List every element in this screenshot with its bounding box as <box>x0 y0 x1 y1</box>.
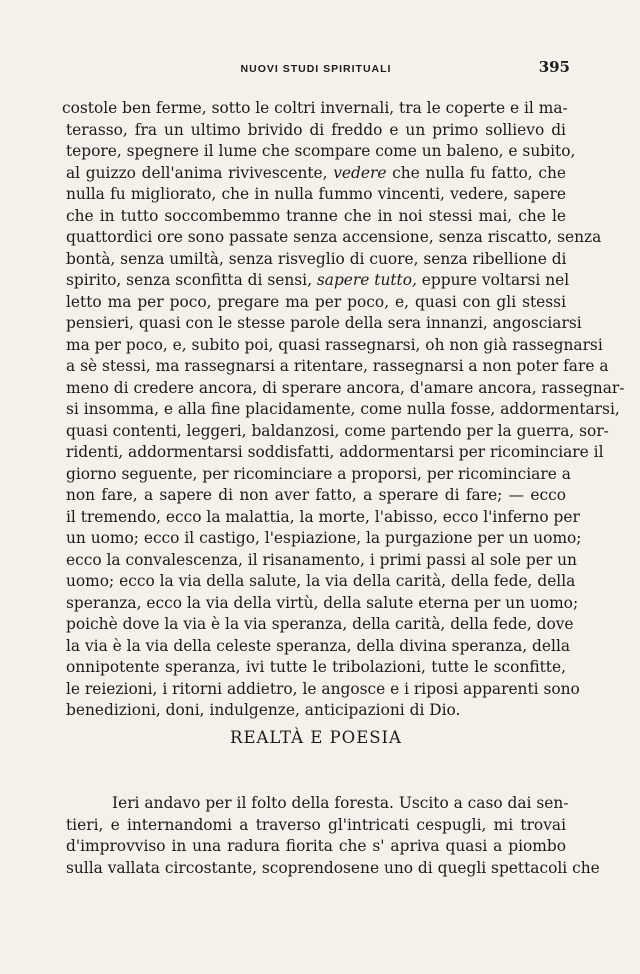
text-line: bontà, senza umiltà, senza risveglio di cuore, senza ribellione di <box>66 249 567 268</box>
text-line: giorno seguente, per ricominciare a proporsi, per ricominciare a <box>66 464 571 483</box>
text-line: che in tutto soccombemmo tranne che in noi stessi mai, che le <box>66 206 566 225</box>
text-line: speranza, ecco la via della virtù, della salute eterna per un uomo; <box>66 593 579 612</box>
text-line: nulla fu migliorato, che in nulla fummo vincenti, vedere, sapere <box>66 185 566 203</box>
running-head <box>66 58 570 82</box>
text-line: quattordici ore sono passate senza accensione, senza riscatto, senza <box>66 228 602 246</box>
text-line: onnipotente speranza, ivi tutte le tribolazioni, tutte le sconfitte, <box>66 658 566 676</box>
text-line: quasi contenti, leggeri, baldanzosi, come partendo per la guerra, sor- <box>66 421 609 440</box>
text-line: benedizioni, doni, indulgenze, anticipazioni di Dio. <box>66 701 461 719</box>
text-line: tieri, e internandomi a traverso gl'intricati cespugli, mi trovai <box>66 815 566 834</box>
italic-phrase: sapere tutto, <box>316 271 417 289</box>
text-line: il tremendo, ecco la malattia, la morte, l'abisso, ecco l'inferno per <box>66 507 580 526</box>
text-line: costole ben ferme, sotto le coltri invernali, tra le coperte e il ma- <box>62 99 568 117</box>
text-line: non fare, a sapere di non aver fatto, a sperare di fare; — ecco <box>66 486 566 504</box>
text-line: al guizzo dell'anima rivivescente, vedere che nulla fu fatto, che <box>66 163 566 182</box>
text-line: uomo; ecco la via della salute, la via della carità, della fede, della <box>66 572 576 590</box>
text-line: pensieri, quasi con le stesse parole della sera innanzi, angosciarsi <box>66 314 582 332</box>
text-line: a sè stessi, ma rassegnarsi a ritentare, rassegnarsi a non poter fare a <box>66 357 609 375</box>
italic-phrase: vedere <box>333 163 387 182</box>
running-title: NUOVI STUDI SPIRITUALI <box>240 63 392 75</box>
text-line: poichè dove la via è la via speranza, della carità, della fede, dove <box>66 615 574 633</box>
text-line: le reiezioni, i ritorni addietro, le angosce e i riposi apparenti sono <box>66 679 580 698</box>
text-line: spirito, senza sconfitta di sensi, sapere tutto, eppure voltarsi nel <box>66 271 570 289</box>
paragraph-continued <box>62 98 625 722</box>
text-line: tepore, spegnere il lume che scompare come un baleno, e subito, <box>66 142 576 160</box>
paragraph-realta-e-poesia <box>66 793 600 879</box>
text-line: meno di credere ancora, di sperare ancora, d'amare ancora, rassegnar- <box>66 378 625 397</box>
text-line: ridenti, addormentarsi soddisfatti, addormentarsi per ricominciare il <box>66 443 604 461</box>
text-line: ma per poco, e, subito poi, quasi rassegnarsi, oh non già rassegnarsi <box>66 335 603 354</box>
page-number: 395 <box>538 58 570 76</box>
text-line: ecco la convalescenza, il risanamento, i primi passi al sole per un <box>66 550 577 569</box>
text-line: sulla vallata circostante, scoprendosene uno di quegli spettacoli che <box>66 858 600 877</box>
text-line: la via è la via della celeste speranza, della divina speranza, della <box>66 636 571 655</box>
text-line: un uomo; ecco il castigo, l'espiazione, la purgazione per un uomo; <box>66 529 582 547</box>
text-line: terasso, fra un ultimo brivido di freddo e un primo sollievo di <box>66 120 566 139</box>
section-title: REALTÀ E POESIA <box>230 728 402 747</box>
text-line: Ieri andavo per il folto della foresta. Uscito a caso dai sen- <box>112 794 569 812</box>
text-line: letto ma per poco, pregare ma per poco, e, quasi con gli stessi <box>66 292 566 311</box>
text-line: d'improvviso in una radura fiorita che s' apriva quasi a piombo <box>66 837 566 855</box>
text-line: si insomma, e alla fine placidamente, come nulla fosse, addormentarsi, <box>66 400 620 418</box>
